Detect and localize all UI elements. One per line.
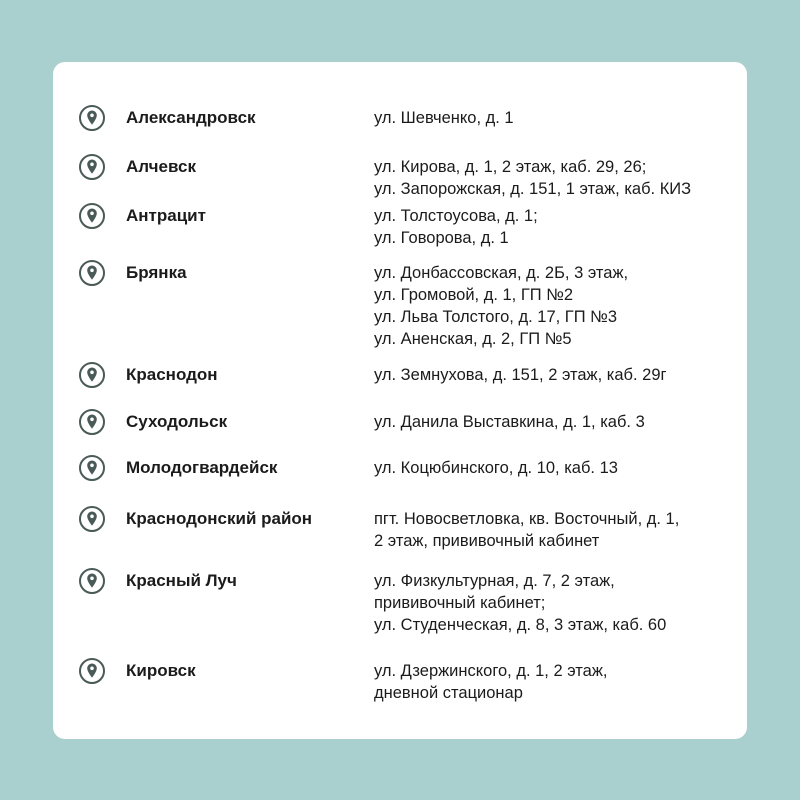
address-line: ул. Земнухова, д. 151, 2 этаж, каб. 29г <box>374 366 667 384</box>
city-name: Александровск <box>126 108 256 127</box>
map-pin-icon <box>78 567 106 595</box>
address-line: ул. Кирова, д. 1, 2 этаж, каб. 29, 26; <box>374 158 647 176</box>
city-name: Алчевск <box>126 157 196 176</box>
map-pin-icon <box>78 202 106 230</box>
locations-card <box>53 62 747 739</box>
address-block <box>374 205 538 249</box>
map-pin-icon <box>78 454 106 482</box>
address-block <box>374 411 645 433</box>
address-block <box>374 457 618 479</box>
address-line: ул. Донбассовская, д. 2Б, 3 этаж, <box>374 264 629 282</box>
address-line: ул. Громовой, д. 1, ГП №2 <box>374 286 574 304</box>
address-line: ул. Студенческая, д. 8, 3 этаж, каб. 60 <box>374 616 667 634</box>
map-pin-icon <box>78 259 106 287</box>
address-line: ул. Физкультурная, д. 7, 2 этаж, <box>374 572 615 590</box>
city-name: Краснодон <box>126 365 218 384</box>
address-block <box>374 262 628 350</box>
map-pin-icon <box>78 153 106 181</box>
address-line: ул. Запорожская, д. 151, 1 этаж, каб. КИЗ <box>374 180 692 198</box>
address-line: 2 этаж, прививочный кабинет <box>374 532 600 550</box>
address-line: ул. Дзержинского, д. 1, 2 этаж, <box>374 662 608 680</box>
city-name: Красный Луч <box>126 571 237 590</box>
city-name: Антрацит <box>126 206 206 225</box>
address-line: ул. Аненская, д. 2, ГП №5 <box>374 330 572 348</box>
map-pin-icon <box>78 104 106 132</box>
address-line: пгт. Новосветловка, кв. Восточный, д. 1, <box>374 510 680 528</box>
address-line: ул. Данила Выставкина, д. 1, каб. 3 <box>374 413 645 431</box>
city-name: Суходольск <box>126 412 228 431</box>
map-pin-icon <box>78 505 106 533</box>
address-line: ул. Говорова, д. 1 <box>374 229 509 247</box>
map-pin-icon <box>78 361 106 389</box>
address-line: ул. Шевченко, д. 1 <box>374 109 514 127</box>
address-line: ул. Коцюбинского, д. 10, каб. 13 <box>374 459 618 477</box>
address-line: дневной стационар <box>374 684 523 702</box>
address-block <box>374 364 667 386</box>
address-block <box>374 508 679 552</box>
address-line: прививочный кабинет; <box>374 594 546 612</box>
city-name: Кировск <box>126 661 196 680</box>
map-pin-icon <box>78 657 106 685</box>
city-name: Брянка <box>126 263 187 282</box>
map-pin-icon <box>78 408 106 436</box>
city-name: Краснодонский район <box>126 509 313 528</box>
address-block <box>374 570 666 636</box>
address-line: ул. Льва Толстого, д. 17, ГП №3 <box>374 308 618 326</box>
address-block <box>374 660 607 704</box>
address-line: ул. Толстоусова, д. 1; <box>374 207 538 225</box>
city-name: Молодогвардейск <box>126 458 278 477</box>
address-block <box>374 156 691 200</box>
address-block <box>374 107 514 129</box>
